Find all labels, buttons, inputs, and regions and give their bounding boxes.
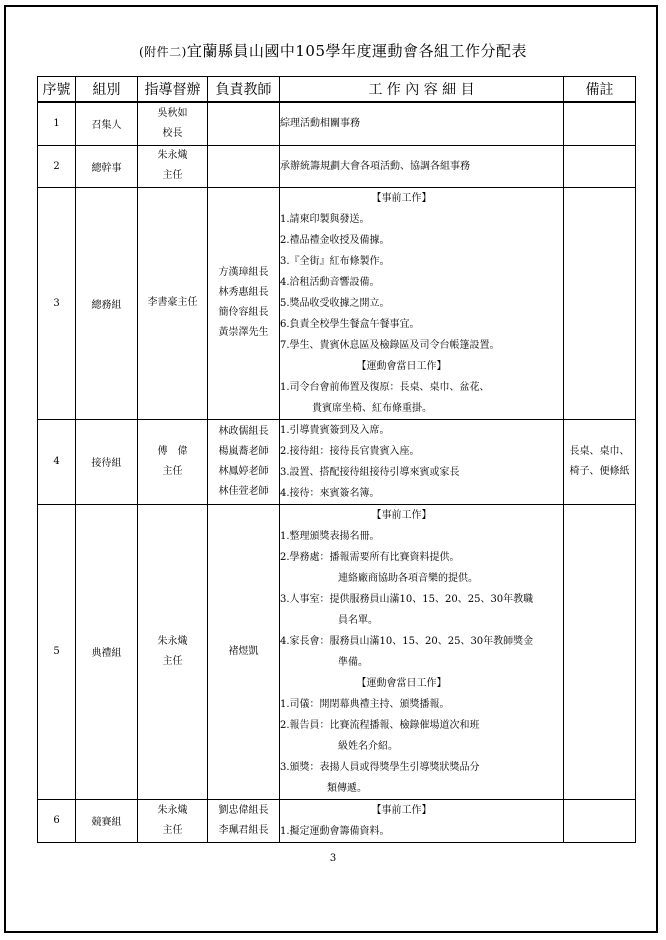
table-row	[38, 419, 636, 504]
row-notes	[564, 419, 636, 504]
task-line: 綜理活動相關事務	[280, 118, 360, 130]
row-notes	[564, 187, 636, 419]
row-seq: 1	[38, 102, 76, 145]
supervisor-line: 主任	[162, 465, 183, 477]
row-seq: 6	[38, 799, 76, 842]
row-group: 接待組	[76, 419, 138, 504]
row-notes	[564, 102, 636, 145]
teacher-line: 林政儒組長	[218, 425, 269, 437]
task-table	[37, 76, 636, 843]
task-line: 3.設置、搭配接待組接待引導來賓或家長	[280, 466, 460, 478]
section-heading: 【事前工作】	[371, 804, 432, 816]
teacher-line: 林鳳婷老師	[218, 465, 269, 477]
header-seq: 序號	[38, 77, 76, 103]
row-supervisor	[138, 504, 208, 799]
row-teachers	[208, 419, 280, 504]
row-supervisor	[138, 187, 208, 419]
task-line: 2.報告員：比賽流程播報、檢錄催場道次和班	[280, 719, 480, 731]
task-line: 1.請柬印製與發送。	[280, 213, 370, 225]
row-teachers	[208, 102, 280, 145]
row-tasks	[280, 799, 564, 842]
task-line: 6.負責全校學生餐盒午餐事宜。	[280, 318, 420, 330]
table-row	[38, 504, 636, 799]
teacher-line: 簡伶容組長	[218, 307, 269, 318]
supervisor-line: 傅 偉	[157, 445, 188, 457]
section-heading: 【運動會當日工作】	[356, 677, 447, 689]
teacher-line: 李珮君組長	[218, 824, 269, 836]
teacher-line: 林秀惠組長	[218, 287, 269, 298]
row-tasks	[280, 102, 564, 145]
title-main: 宜蘭縣員山國中105學年度運動會各組工作分配表	[186, 42, 527, 60]
task-line: 3.『全街』紅布條製作。	[280, 255, 390, 267]
row-tasks	[280, 419, 564, 504]
task-line: 3.頒獎：表揚人員或得獎學生引導獎狀獎品分	[280, 761, 480, 773]
header-teacher: 負責教師	[208, 77, 280, 103]
task-line: 1.司令台會前佈置及復原：長桌、桌巾、盆花、	[280, 381, 490, 393]
row-teachers	[208, 504, 280, 799]
teacher-line: 林佳萱老師	[218, 485, 269, 497]
task-line: 2.禮品禮金收授及備據。	[280, 234, 390, 246]
header-row	[38, 77, 636, 103]
task-line: 1.引導貴賓簽到及入席。	[280, 424, 390, 436]
section-heading: 【事前工作】	[371, 509, 432, 521]
supervisor-line: 主任	[162, 655, 183, 667]
row-teachers	[208, 799, 280, 842]
table-row	[38, 102, 636, 145]
table-row	[38, 187, 636, 419]
row-supervisor	[138, 145, 208, 187]
teacher-line: 褚煜凱	[228, 645, 259, 657]
title-prefix: (附件二)	[138, 45, 187, 59]
task-line: 3.人事室：提供服務員山滿10、15、20、25、30年教職	[280, 593, 534, 605]
page-number: 3	[329, 853, 337, 864]
task-line: 準備。	[338, 656, 368, 668]
note-line: 椅子、便條紙	[569, 465, 630, 477]
task-line: 4.接待：來賓簽名簿。	[280, 487, 380, 499]
teacher-line: 方漢璋組長	[218, 267, 269, 278]
task-line: 4.家長會：服務員山滿10、15、20、25、30年教師獎金	[280, 635, 534, 647]
task-line: 貴賓席坐椅、紅布條重掛。	[312, 402, 432, 414]
header-note: 備註	[564, 77, 636, 103]
task-line: 4.洽租活動音響設備。	[280, 276, 380, 288]
row-group: 典禮組	[76, 504, 138, 799]
row-teachers	[208, 187, 280, 419]
row-tasks	[280, 187, 564, 419]
table-row	[38, 145, 636, 187]
row-supervisor	[138, 419, 208, 504]
row-seq: 5	[38, 504, 76, 799]
supervisor-line: 朱永熾	[157, 635, 188, 647]
row-notes	[564, 145, 636, 187]
teacher-line: 黃崇澤先生	[218, 327, 269, 338]
task-line: 2.學務處：播報需要所有比賽資料提供。	[280, 551, 460, 563]
header-group: 組別	[76, 77, 138, 103]
task-line: 類傳遞。	[327, 782, 367, 794]
supervisor-line: 主任	[162, 824, 183, 836]
task-line: 7.學生、貴賓休息區及檢錄區及司令台帳篷設置。	[280, 339, 500, 351]
supervisor-line: 吳秋如	[157, 107, 188, 119]
row-supervisor	[138, 102, 208, 145]
section-heading: 【事前工作】	[371, 192, 432, 204]
row-seq: 3	[38, 187, 76, 419]
row-notes	[564, 504, 636, 799]
supervisor-line: 朱永熾	[157, 150, 188, 161]
task-line: 1.司儀：開閉幕典禮主持、頒獎播報。	[280, 698, 450, 710]
row-group: 總幹事	[76, 145, 138, 187]
document-title	[0, 40, 666, 61]
header-supervisor: 指導督辦	[138, 77, 208, 103]
task-line: 級姓名介紹。	[338, 740, 398, 752]
table-row	[38, 799, 636, 842]
row-tasks	[280, 504, 564, 799]
row-group: 總務組	[76, 187, 138, 419]
supervisor-line: 李書豪主任	[147, 297, 198, 308]
note-line: 長桌、桌巾、	[569, 445, 630, 457]
row-seq: 4	[38, 419, 76, 504]
task-line: 1.擬定運動會籌備資料。	[280, 825, 390, 837]
supervisor-line: 朱永熾	[157, 804, 188, 816]
task-line: 1.整理頒獎表揚名冊。	[280, 530, 380, 542]
row-supervisor	[138, 799, 208, 842]
task-line: 員名單。	[338, 614, 378, 626]
task-line: 2.接待組：接待長官貴賓入座。	[280, 445, 420, 457]
teacher-line: 楊嵐蕎老師	[218, 445, 269, 457]
supervisor-line: 校長	[162, 127, 183, 139]
row-notes	[564, 799, 636, 842]
row-seq: 2	[38, 145, 76, 187]
supervisor-line: 主任	[162, 170, 183, 181]
task-line: 連絡廠商協助各項音樂的提供。	[338, 572, 478, 584]
teacher-line: 劉忠偉組長	[218, 804, 269, 816]
row-teachers	[208, 145, 280, 187]
row-group: 召集人	[76, 102, 138, 145]
task-line: 5.獎品收受收據之開立。	[280, 297, 390, 309]
row-group: 競賽組	[76, 799, 138, 842]
row-tasks	[280, 145, 564, 187]
task-line: 承辦統籌規劃大會各項活動、協調各組事務	[280, 160, 470, 172]
header-content: 工 作 內 容 細 目	[280, 77, 564, 103]
section-heading: 【運動會當日工作】	[356, 360, 447, 372]
